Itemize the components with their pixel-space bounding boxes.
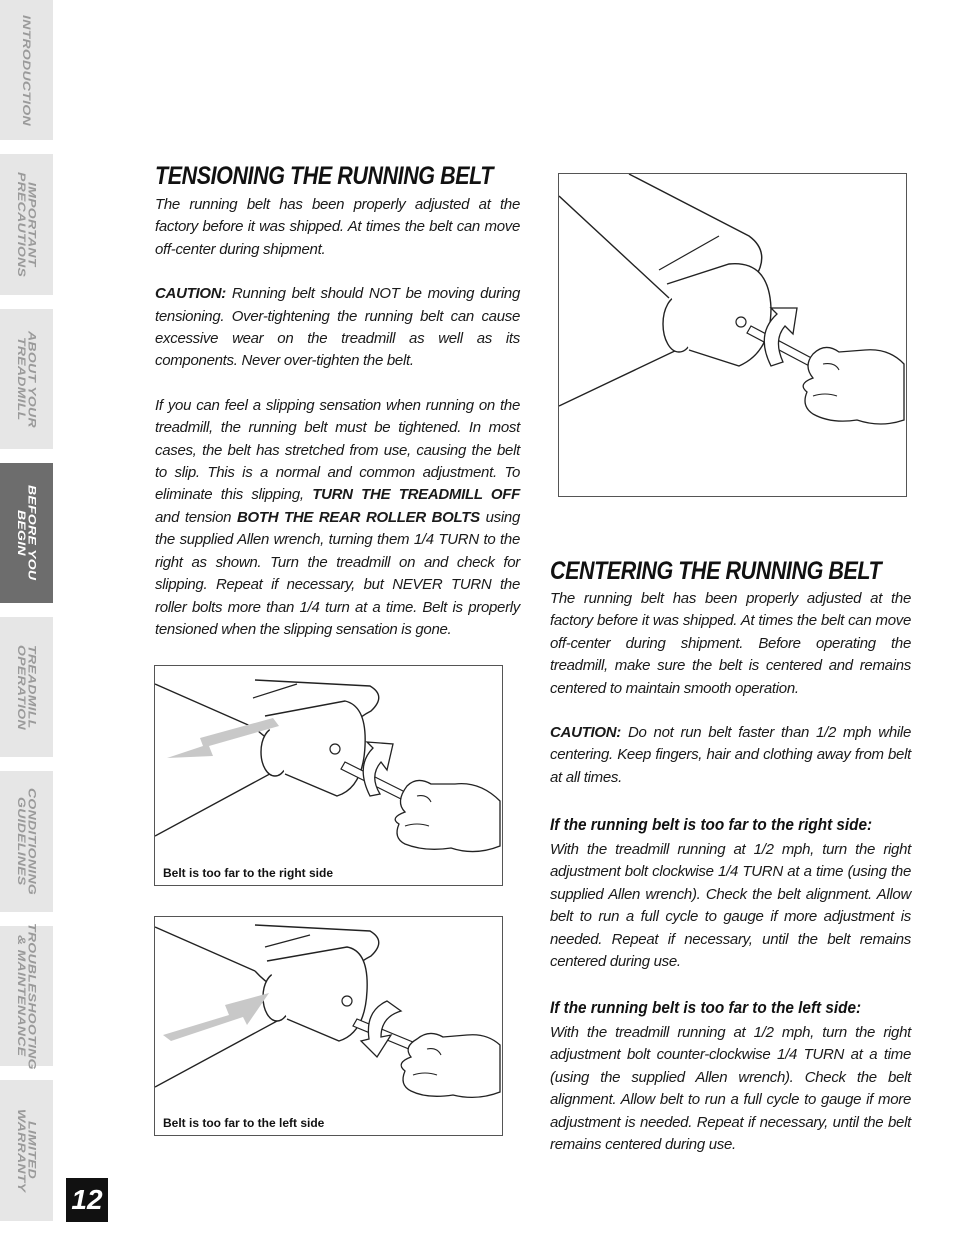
side-tab-label: CONDITIONING GUIDELINES [15, 787, 39, 896]
side-tab-label: TREADMILL OPERATION [15, 644, 39, 730]
side-tab-label: INTRODUCTION [20, 14, 34, 126]
figure-caption: Belt is too far to the right side [163, 866, 334, 880]
roller-illustration-left [155, 917, 502, 1135]
roller-illustration-right [155, 666, 502, 885]
centering-text [550, 588, 911, 789]
side-tab-important-precautions[interactable] [0, 154, 53, 295]
caution-label: CAUTION: [550, 724, 621, 742]
caution-text: Running belt should NOT be moving during tensioning. Over-tightening the running belt can cause excessive wear on the treadmill as well as its components. Never over-tighten the belt. [155, 285, 520, 370]
side-tab-introduction[interactable] [0, 0, 53, 140]
figure-tensioning-roller [558, 173, 907, 497]
side-tab-about-your-treadmill[interactable] [0, 309, 53, 449]
tensioning-intro: The running belt has been properly adjusted at the factory before it was shipped. At times the belt can move off-center during shipment. [155, 196, 520, 258]
side-tab-limited-warranty[interactable] [0, 1080, 53, 1221]
side-tab-label: IMPORTANT PRECAUTIONS [15, 171, 39, 278]
figure-belt-left-side [154, 916, 503, 1136]
left-side-paragraph: With the treadmill running at 1/2 mph, turn the right adjustment bolt counter-clockwise 1/4 TURN at a time (using the supplied Allen wrench). Check the belt alignment. Allow belt to run a full cycle to gauge if more adjustment is needed. Repeat if necessary, until the belt remains centered during use. [550, 1024, 911, 1154]
page-number: 12 [66, 1178, 108, 1222]
side-tab-label: LIMITED WARRANTY [15, 1108, 39, 1193]
right-side-heading: If the running belt is too far to the right side: [550, 815, 873, 834]
side-tab-label: BEFORE YOU BEGIN [15, 485, 39, 581]
side-tab-before-you-begin[interactable] [0, 463, 53, 603]
caution-text: Do not run belt faster than 1/2 mph while centering. Keep fingers, hair and clothing away from belt at all times. [550, 724, 911, 786]
tensioning-caution [155, 283, 520, 373]
right-side-text [550, 839, 911, 973]
side-tab-label: ABOUT YOUR TREADMILL [15, 330, 39, 428]
left-side-heading: If the running belt is too far to the left side: [550, 998, 862, 1017]
body-text: If you can feel a slipping sensation when running on the treadmill, the running belt must be tightened. In most cases, the belt has stretched from use, causing the belt to slip. This is a normal and common adjustment. To eliminate this slipping, [155, 396, 520, 504]
body-emphasis: TURN THE TREADMILL OFF [312, 486, 520, 504]
left-side-text [550, 1022, 911, 1156]
body-text: and tension [155, 508, 237, 526]
centering-intro: The running belt has been properly adjusted at the factory before it was shipped. At times the belt can move off-center during shipment. Before operating the treadmill, make sure the belt is centered and remains centered to maintain smooth operation. [550, 590, 911, 697]
side-tab-troubleshooting-maintenance[interactable] [0, 922, 53, 1070]
centering-caution [550, 722, 911, 789]
tensioning-title: TENSIONING THE RUNNING BELT [155, 162, 493, 190]
body-emphasis: BOTH THE REAR ROLLER BOLTS [236, 508, 480, 526]
body-text: using the supplied Allen wrench, turning them 1/4 TURN to the right as shown. Turn the treadmill on and check for slipping. Repeat if necessary, but NEVER TURN the roller bolts more than 1/4 turn at a time. Belt is properly tensioned when the slipping sensation is gone. [155, 508, 520, 638]
side-tab-treadmill-operation[interactable] [0, 617, 53, 757]
figure-belt-right-side [154, 665, 503, 886]
figure-caption: Belt is too far to the left side [163, 1116, 325, 1130]
side-tab-conditioning-guidelines[interactable] [0, 771, 53, 912]
roller-illustration-tensioning [559, 174, 906, 496]
right-side-paragraph: With the treadmill running at 1/2 mph, turn the right adjustment bolt clockwise 1/4 TURN at a time (using the supplied Allen wrench). Check the belt alignment. Allow belt to run a full cycle to gauge if more adjustment is needed. Repeat if necessary, until the belt remains centered during use. [550, 841, 911, 971]
caution-label: CAUTION: [155, 285, 226, 303]
side-tab-label: TROUBLESHOOTING & MAINTENANCE [15, 922, 39, 1070]
tensioning-text [155, 194, 520, 641]
centering-title: CENTERING THE RUNNING BELT [550, 557, 882, 585]
tensioning-body [155, 395, 520, 641]
